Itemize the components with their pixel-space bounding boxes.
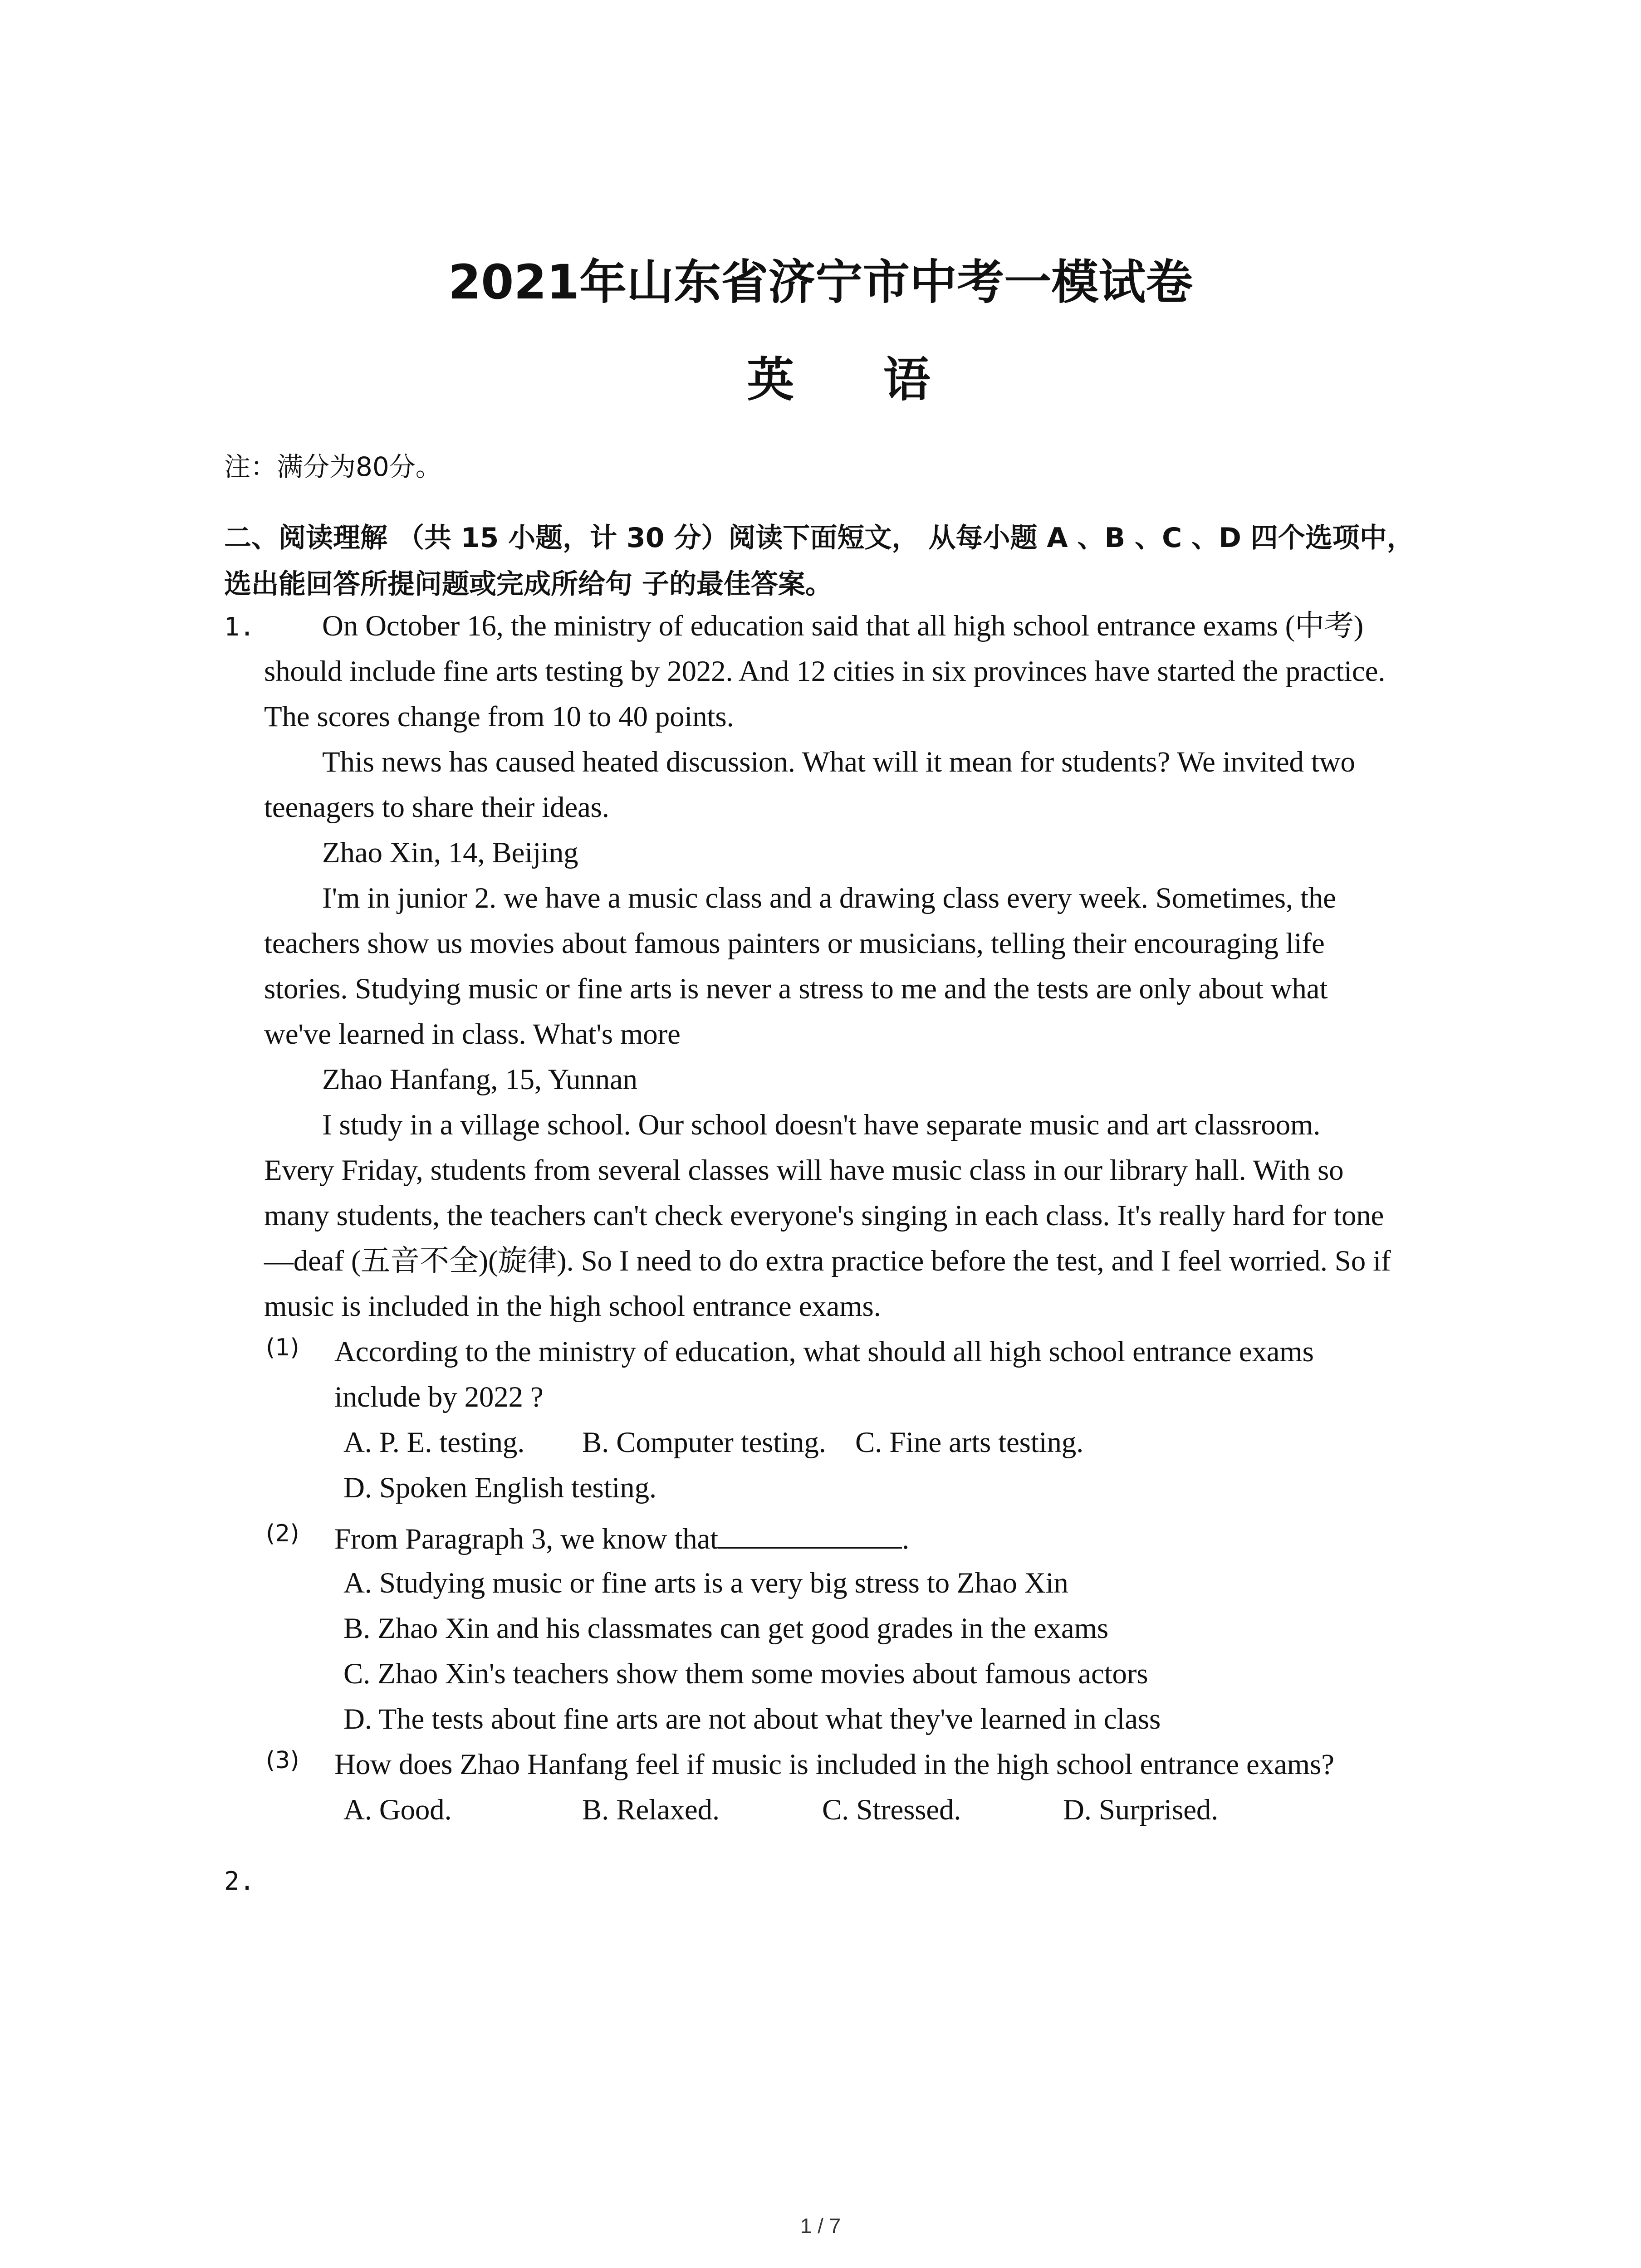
sub-question-stem: include by 2022 ? <box>334 1381 544 1413</box>
section-heading: 二、阅读理解 （共 15 小题，计 30 分）阅读下面短文， 从每小题 A 、B 、C 、D 四个选项中， 选出能回答所提问题或完成所给句 子的最佳答案。 <box>224 522 1414 600</box>
passage-line: teachers show us movies about famous painters or musicians, telling their encouraging life <box>264 927 1325 960</box>
passage-author: Zhao Hanfang, 15, Yunnan <box>322 1063 637 1096</box>
sub-question-number: (3) <box>266 1747 299 1774</box>
sub-question-number: (1) <box>266 1334 299 1361</box>
answer-option: D. Surprised. <box>1063 1794 1219 1826</box>
passage-line: should include fine arts testing by 2022. And 12 cities in six provinces have started the practice. <box>264 655 1386 688</box>
passage-line: Every Friday, students from several classes will have music class in our library hall. With so <box>264 1154 1344 1187</box>
answer-option: C. Zhao Xin's teachers show them some movies about famous actors <box>343 1657 1148 1690</box>
passage-author: Zhao Xin, 14, Beijing <box>322 836 578 869</box>
passage-line: —deaf (五音不全)(旋律). So I need to do extra practice before the test, and I feel worried. So if <box>264 1245 1391 1277</box>
page-number: 1 / 7 <box>800 2214 841 2238</box>
passage-line: many students, the teachers can't check everyone's singing in each class. It's really hard for tone <box>264 1199 1384 1232</box>
exam-title: 2021年山东省济宁市中考一模试卷 <box>448 254 1193 310</box>
passage-line: stories. Studying music or fine arts is never a stress to me and the tests are only about what <box>264 973 1328 1005</box>
passage-line: The scores change from 10 to 40 points. <box>264 700 734 733</box>
passage-line: we've learned in class. What's more <box>264 1018 681 1051</box>
answer-option: A. Studying music or fine arts is a very big stress to Zhao Xin <box>343 1567 1068 1599</box>
answer-option: C. Fine arts testing. <box>855 1426 1084 1459</box>
answer-option: B. Computer testing. <box>582 1426 826 1459</box>
answer-option: D. Spoken English testing. <box>343 1471 656 1504</box>
sub-question-number: (2) <box>266 1520 299 1547</box>
score-note: 注：满分为80分。 <box>224 451 442 482</box>
sub-question-stem: From Paragraph 3, we know that . <box>334 1523 910 1555</box>
question-number: 2. <box>224 1867 255 1896</box>
passage-line: music is included in the high school entrance exams. <box>264 1290 881 1323</box>
answer-blank <box>718 1523 902 1549</box>
sub-question-stem: How does Zhao Hanfang feel if music is included in the high school entrance exams? <box>334 1748 1334 1781</box>
passage-line: I study in a village school. Our school doesn't have separate music and art classroom. <box>322 1109 1321 1141</box>
answer-option: B. Relaxed. <box>582 1794 720 1826</box>
answer-option: D. The tests about fine arts are not about what they've learned in class <box>343 1703 1161 1735</box>
answer-option: B. Zhao Xin and his classmates can get good grades in the exams <box>343 1612 1109 1645</box>
passage-line: On October 16, the ministry of education said that all high school entrance exams (中考) <box>322 610 1364 642</box>
passage-line: This news has caused heated discussion. What will it mean for students? We invited two <box>322 746 1355 778</box>
answer-option: A. Good. <box>343 1794 452 1826</box>
passage-line: I'm in junior 2. we have a music class and a drawing class every week. Sometimes, the <box>322 882 1336 914</box>
subject-title: 英 语 <box>747 352 967 407</box>
question-number: 1. <box>224 612 255 642</box>
passage-line: teenagers to share their ideas. <box>264 791 609 824</box>
answer-option: C. Stressed. <box>822 1794 961 1826</box>
answer-option: A. P. E. testing. <box>343 1426 525 1459</box>
sub-question-stem: According to the ministry of education, what should all high school entrance exams <box>334 1335 1314 1368</box>
